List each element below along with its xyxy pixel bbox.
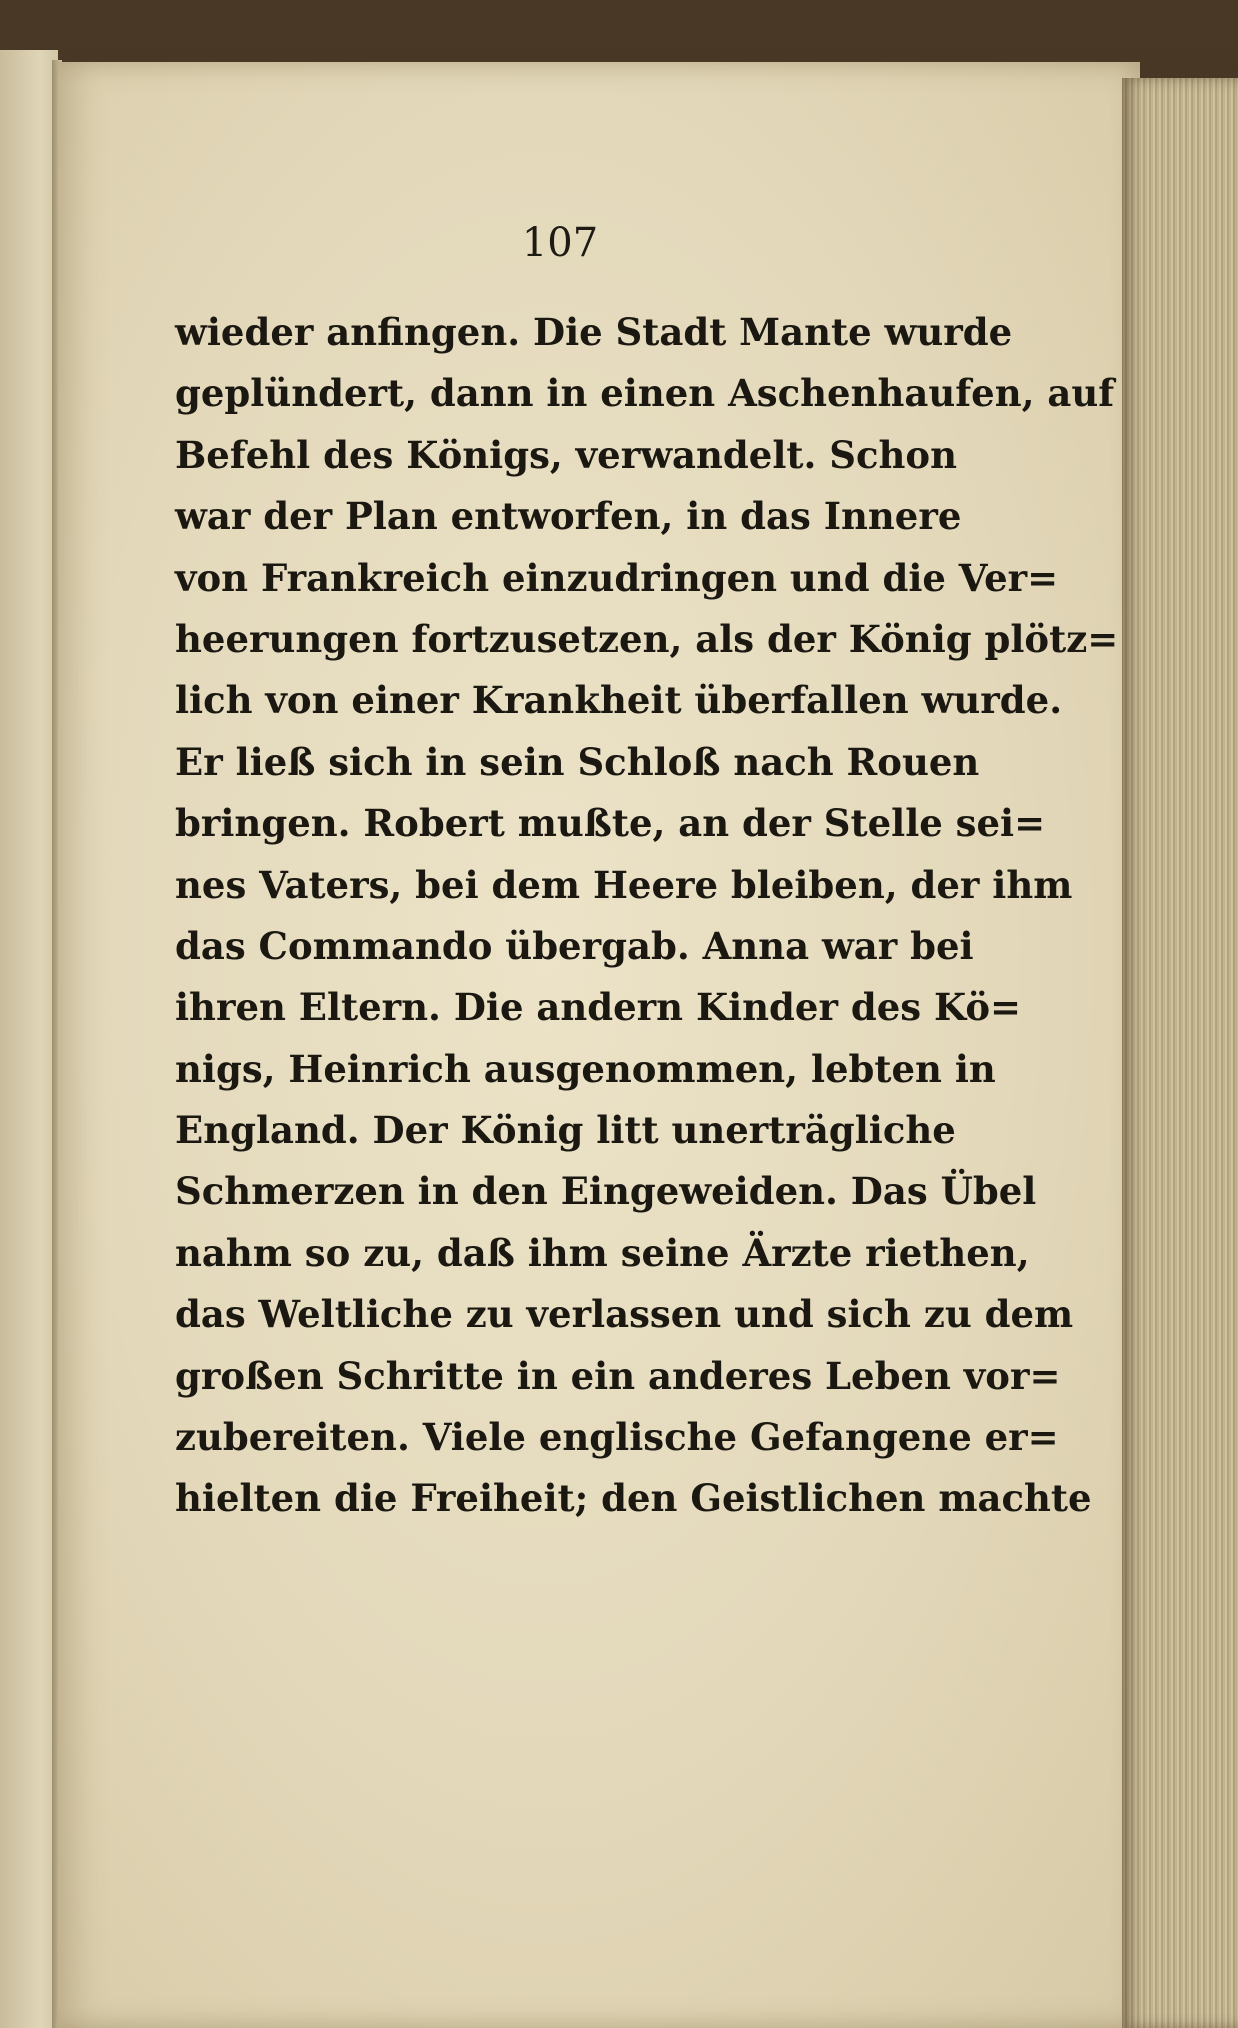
- text-line: nahm so zu, daß ihm seine Ärzte riethen,: [175, 1230, 1030, 1275]
- text-line: bringen. Robert mußte, an der Stelle sei=: [175, 801, 1046, 846]
- text-line: Befehl des Königs, verwandelt. Schon: [175, 432, 957, 477]
- text-line: großen Schritte in ein anderes Leben vor=: [175, 1353, 1061, 1398]
- text-line: England. Der König litt unerträgliche: [175, 1108, 956, 1153]
- text-line: hielten die Freiheit; den Geistlichen machte: [175, 1476, 1092, 1521]
- text-line: zubereiten. Viele englische Gefangene er=: [175, 1415, 1059, 1460]
- text-line: Schmerzen in den Eingeweiden. Das Übel: [175, 1169, 1037, 1214]
- facing-page-edge: [0, 50, 58, 2028]
- body-text: [175, 302, 1119, 1530]
- text-line: ihren Eltern. Die andern Kinder des Kö=: [175, 985, 1021, 1030]
- page-number: 107: [521, 220, 599, 266]
- text-line: nigs, Heinrich ausgenommen, lebten in: [175, 1046, 996, 1091]
- text-line: nes Vaters, bei dem Heere bleiben, der ihm: [175, 862, 1073, 907]
- page-block-edges: [1122, 78, 1238, 2028]
- text-line: war der Plan entworfen, in das Innere: [175, 494, 962, 539]
- text-line: lich von einer Krankheit überfallen wurde.: [175, 678, 1063, 723]
- text-line: Er ließ sich in sein Schloß nach Rouen: [175, 739, 980, 784]
- text-line: von Frankreich einzudringen und die Ver=: [175, 555, 1059, 600]
- text-line: das Weltliche zu verlassen und sich zu dem: [175, 1292, 1074, 1337]
- text-line: wieder anfingen. Die Stadt Mante wurde: [175, 310, 1013, 354]
- text-line: heerungen fortzusetzen, als der König plötz=: [175, 616, 1119, 661]
- text-line: geplündert, dann in einen Aschenhaufen, auf: [175, 371, 1115, 416]
- text-line: das Commando übergab. Anna war bei: [175, 923, 974, 968]
